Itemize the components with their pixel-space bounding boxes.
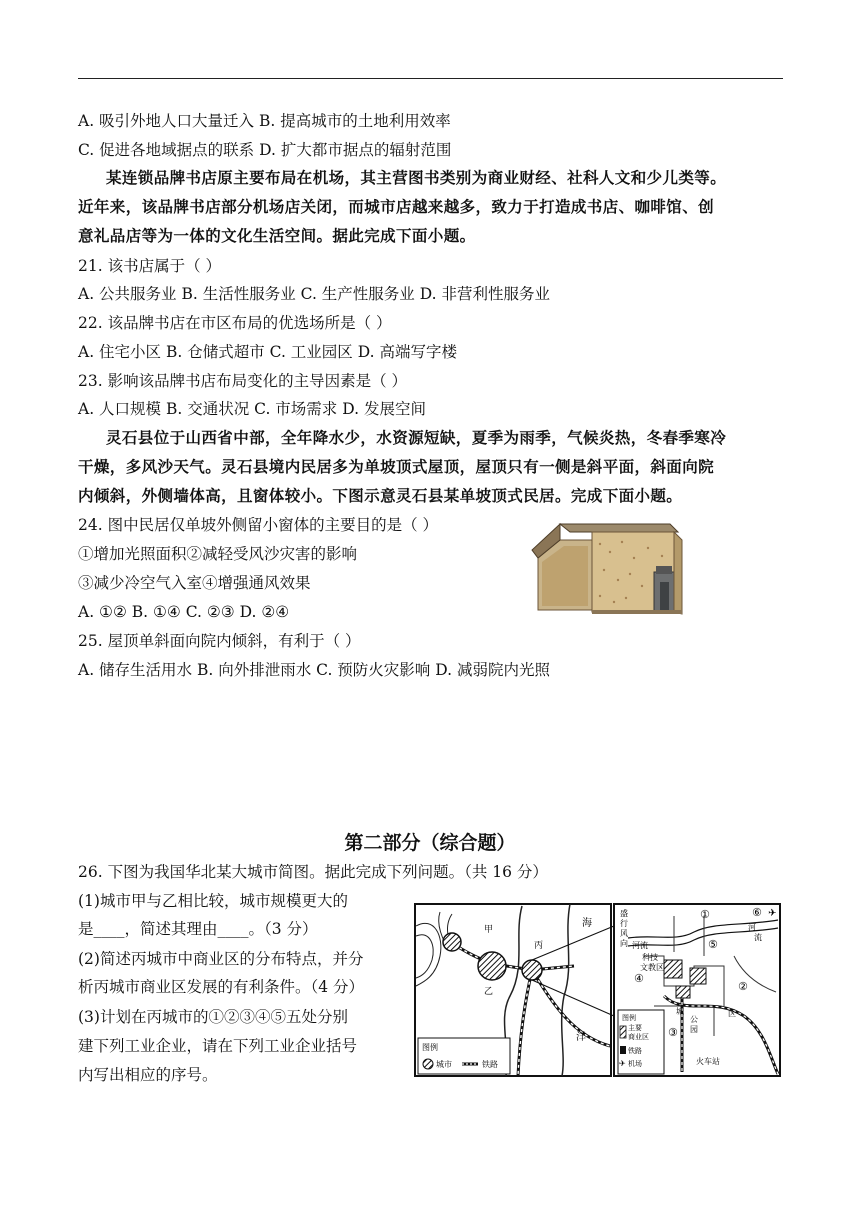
business-district-1	[664, 960, 682, 978]
q24-choices-2: ③减少冷空气入室④增强通风效果	[78, 574, 311, 592]
q25-options: A. 储存生活用水 B. 向外排泄雨水 C. 预防火灾影响 D. 减弱院内光照	[78, 661, 550, 679]
q26-sub2-line1: (2)简述丙城市中商业区的分布特点，并分	[78, 950, 364, 968]
business-district-2	[690, 968, 706, 984]
q26-sub1-line2: 是____，简述其理由____。（3 分）	[78, 920, 318, 938]
svg-text:火车站: 火车站	[696, 1057, 720, 1066]
svg-text:行: 行	[620, 919, 628, 928]
svg-text:⑥: ⑥	[752, 906, 762, 919]
svg-text:✈: ✈	[619, 1059, 626, 1068]
q22-stem: 22. 该品牌书店在市区布局的优选场所是（ ）	[78, 314, 392, 332]
city-bing-marker	[522, 960, 542, 980]
label-jia: 甲	[484, 925, 494, 935]
passage1-line1: 某连锁品牌书店原主要布局在机场，其主营图书类别为商业财经、社科人文和少儿类等。	[106, 168, 727, 187]
svg-text:图例: 图例	[422, 1043, 438, 1052]
svg-text:主要: 主要	[628, 1024, 642, 1032]
svg-text:园: 园	[690, 1025, 698, 1034]
svg-text:图例: 图例	[622, 1014, 636, 1022]
q26-stem: 26. 下图为我国华北某大城市简图。据此完成下列问题。（共 16 分）	[78, 863, 548, 881]
svg-text:④: ④	[634, 972, 644, 985]
svg-text:向: 向	[620, 939, 628, 948]
q26-sub2-line2: 析丙城市商业区发展的有利条件。（4 分）	[78, 978, 365, 996]
q21-options: A. 公共服务业 B. 生活性服务业 C. 生产性服务业 D. 非营利性服务业	[78, 285, 550, 303]
svg-text:科技: 科技	[642, 953, 658, 962]
q24-choices-1: ①增加光照面积②减轻受风沙灾害的影响	[78, 545, 358, 563]
city-map-figure	[414, 896, 782, 1078]
svg-text:文教区: 文教区	[640, 963, 664, 972]
q20-options-cd: C. 促进各地域据点的联系 D. 扩大都市据点的辐射范围	[78, 141, 452, 159]
svg-text:机场: 机场	[628, 1060, 642, 1068]
svg-text:铁路: 铁路	[482, 1060, 498, 1069]
svg-text:流: 流	[754, 933, 762, 942]
single-slope-house-illustration	[530, 510, 690, 624]
q24-options: A. ①② B. ①④ C. ②③ D. ②④	[78, 603, 290, 621]
svg-text:城: 城	[676, 1007, 684, 1016]
svg-text:盛: 盛	[620, 909, 628, 918]
svg-text:商业区: 商业区	[628, 1033, 649, 1041]
q26-sub1-line1: (1)城市甲与乙相比较，城市规模更大的	[78, 892, 348, 910]
q20-options-ab: A. 吸引外地人口大量迁入 B. 提高城市的土地利用效率	[78, 112, 451, 130]
section-title: 第二部分（综合题）	[344, 832, 516, 854]
svg-text:风: 风	[620, 929, 628, 938]
q26-sub3-line1: (3)计划在丙城市的①②③④⑤五处分别	[78, 1008, 348, 1026]
passage2-line3: 内倾斜，外侧墙体高，且窗体较小。下图示意灵石县某单坡顶式民居。完成下面小题。	[78, 486, 683, 505]
svg-text:⑤: ⑤	[708, 938, 718, 951]
q22-options: A. 住宅小区 B. 仓储式超市 C. 工业园区 D. 高端写字楼	[78, 343, 457, 361]
svg-text:区: 区	[728, 1009, 736, 1018]
q24-stem: 24. 图中民居仅单坡外侧留小窗体的主要目的是（ ）	[78, 516, 439, 534]
q26-sub3-line3: 内写出相应的序号。	[78, 1066, 218, 1084]
q23-stem: 23. 影响该品牌书店布局变化的主导因素是（ ）	[78, 372, 408, 390]
q21-stem: 21. 该书店属于（ ）	[78, 257, 222, 275]
svg-text:城市: 城市	[436, 1060, 452, 1069]
svg-text:①: ①	[700, 908, 710, 921]
label-sea: 海	[582, 918, 592, 929]
passage1-line2: 近年来，该品牌书店部分机场店关闭，而城市店越来越多，致力于打造成书店、咖啡馆、创	[78, 197, 715, 216]
q25-stem: 25. 屋顶单斜面向院内倾斜，有利于（ ）	[78, 632, 361, 650]
q26-sub3-line2: 建下列工业企业，请在下列工业企业括号	[78, 1037, 358, 1055]
svg-text:河流: 河流	[632, 941, 648, 950]
svg-text:铁路: 铁路	[628, 1047, 642, 1055]
city-jia-marker	[443, 933, 461, 951]
svg-text:✈: ✈	[768, 908, 777, 919]
header-rule	[78, 78, 783, 79]
passage2-line2: 干燥，多风沙天气。灵石县境内民居多为单坡顶式屋顶，屋顶只有一侧是斜平面，斜面向院	[78, 457, 715, 476]
svg-text:②: ②	[738, 980, 748, 993]
svg-text:③: ③	[668, 1026, 678, 1039]
business-district-3	[676, 986, 690, 998]
city-yi-marker	[478, 952, 506, 980]
svg-text:公: 公	[690, 1015, 698, 1024]
svg-text:河: 河	[748, 923, 756, 932]
passage1-line3: 意礼品店等为一体的文化生活空间。据此完成下面小题。	[78, 226, 476, 245]
q23-options: A. 人口规模 B. 交通状况 C. 市场需求 D. 发展空间	[78, 400, 426, 418]
label-bing: 丙	[534, 941, 544, 951]
label-ocean: 洋	[576, 1032, 586, 1043]
label-yi: 乙	[484, 987, 494, 997]
passage2-line1: 灵石县位于山西省中部，全年降水少，水资源短缺，夏季为雨季，气候炎热，冬春季寒冷	[106, 428, 727, 447]
